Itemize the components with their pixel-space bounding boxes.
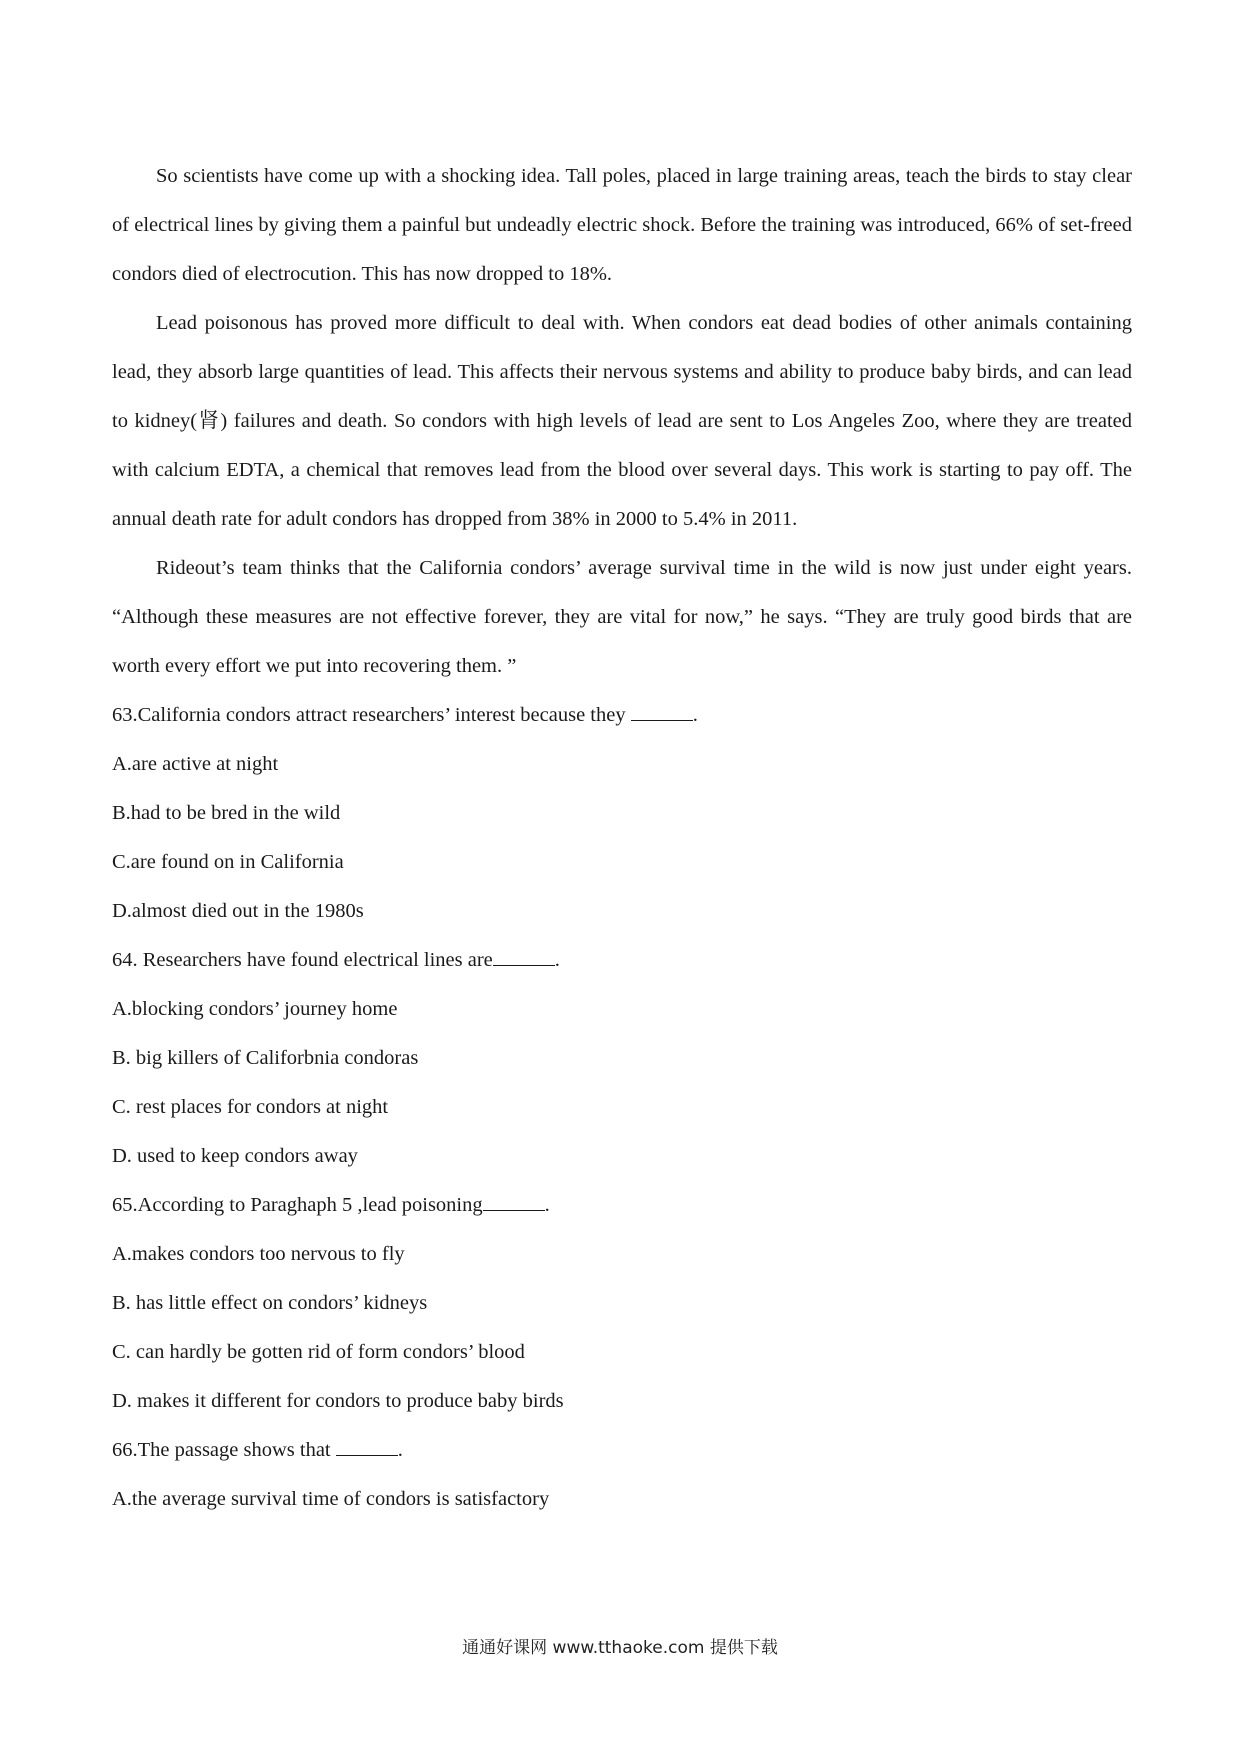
question-stem: 66.The passage shows that . bbox=[112, 1439, 403, 1461]
option-c: C.are found on in California bbox=[112, 851, 344, 873]
answer-blank bbox=[336, 1437, 398, 1456]
option-c: C. rest places for condors at night bbox=[112, 1096, 389, 1118]
question-65 bbox=[112, 1181, 1132, 1426]
question-63 bbox=[112, 691, 1132, 936]
answer-blank bbox=[631, 702, 693, 721]
option-b: B. has little effect on condors’ kidneys bbox=[112, 1292, 428, 1314]
document-body bbox=[112, 152, 1132, 1524]
answer-blank bbox=[483, 1192, 545, 1211]
option-a: A.blocking condors’ journey home bbox=[112, 998, 398, 1020]
option-d: D.almost died out in the 1980s bbox=[112, 900, 364, 922]
option-a: A.are active at night bbox=[112, 753, 279, 775]
question-66 bbox=[112, 1426, 1132, 1524]
option-c: C. can hardly be gotten rid of form condors’ blood bbox=[112, 1341, 525, 1363]
question-stem: 65.According to Paraghaph 5 ,lead poisoning . bbox=[112, 1194, 550, 1216]
question-stem: 64. Researchers have found electrical lines are . bbox=[112, 949, 560, 971]
page-footer: 通通好课网 www.tthaoke.com 提供下载 bbox=[462, 1638, 778, 1658]
option-b: B. big killers of Califorbnia condoras bbox=[112, 1047, 419, 1069]
question-64 bbox=[112, 936, 1132, 1181]
option-d: D. makes it different for condors to produce baby birds bbox=[112, 1390, 564, 1412]
question-stem: 63.California condors attract researchers’ interest because they . bbox=[112, 704, 698, 726]
option-a: A.the average survival time of condors is satisfactory bbox=[112, 1488, 550, 1510]
option-a: A.makes condors too nervous to fly bbox=[112, 1243, 405, 1265]
option-b: B.had to be bred in the wild bbox=[112, 802, 341, 824]
paragraph-lead-poisoning: Lead poisonous has proved more difficult to deal with. When condors eat dead bodies of other animals containing lead, they absorb large quantities of lead. This affects their nervous systems and ability to produce baby birds, and can lead to kidney(肾) failures and death. So condors with high levels of lead are sent to Los Angeles Zoo, where they are treated with calcium EDTA, a chemical that removes lead from the blood over several days. This work is starting to pay off. The annual death rate for adult condors has dropped from 38% in 2000 to 5.4% in 2011. bbox=[112, 312, 1132, 530]
paragraph-electric-shock: So scientists have come up with a shocking idea. Tall poles, placed in large training areas, teach the birds to stay clear of electrical lines by giving them a painful but undeadly electric shock. Before the training was introduced, 66% of set-freed condors died of electrocution. This has now dropped to 18%. bbox=[112, 165, 1132, 285]
answer-blank bbox=[493, 947, 555, 966]
option-d: D. used to keep condors away bbox=[112, 1145, 358, 1167]
paragraph-survival-time: Rideout’s team thinks that the California condors’ average survival time in the wild is now just under eight years. “Although these measures are not effective forever, they are vital for now,” he says. “They are truly good birds that are worth every effort we put into recovering them. ” bbox=[112, 557, 1132, 677]
